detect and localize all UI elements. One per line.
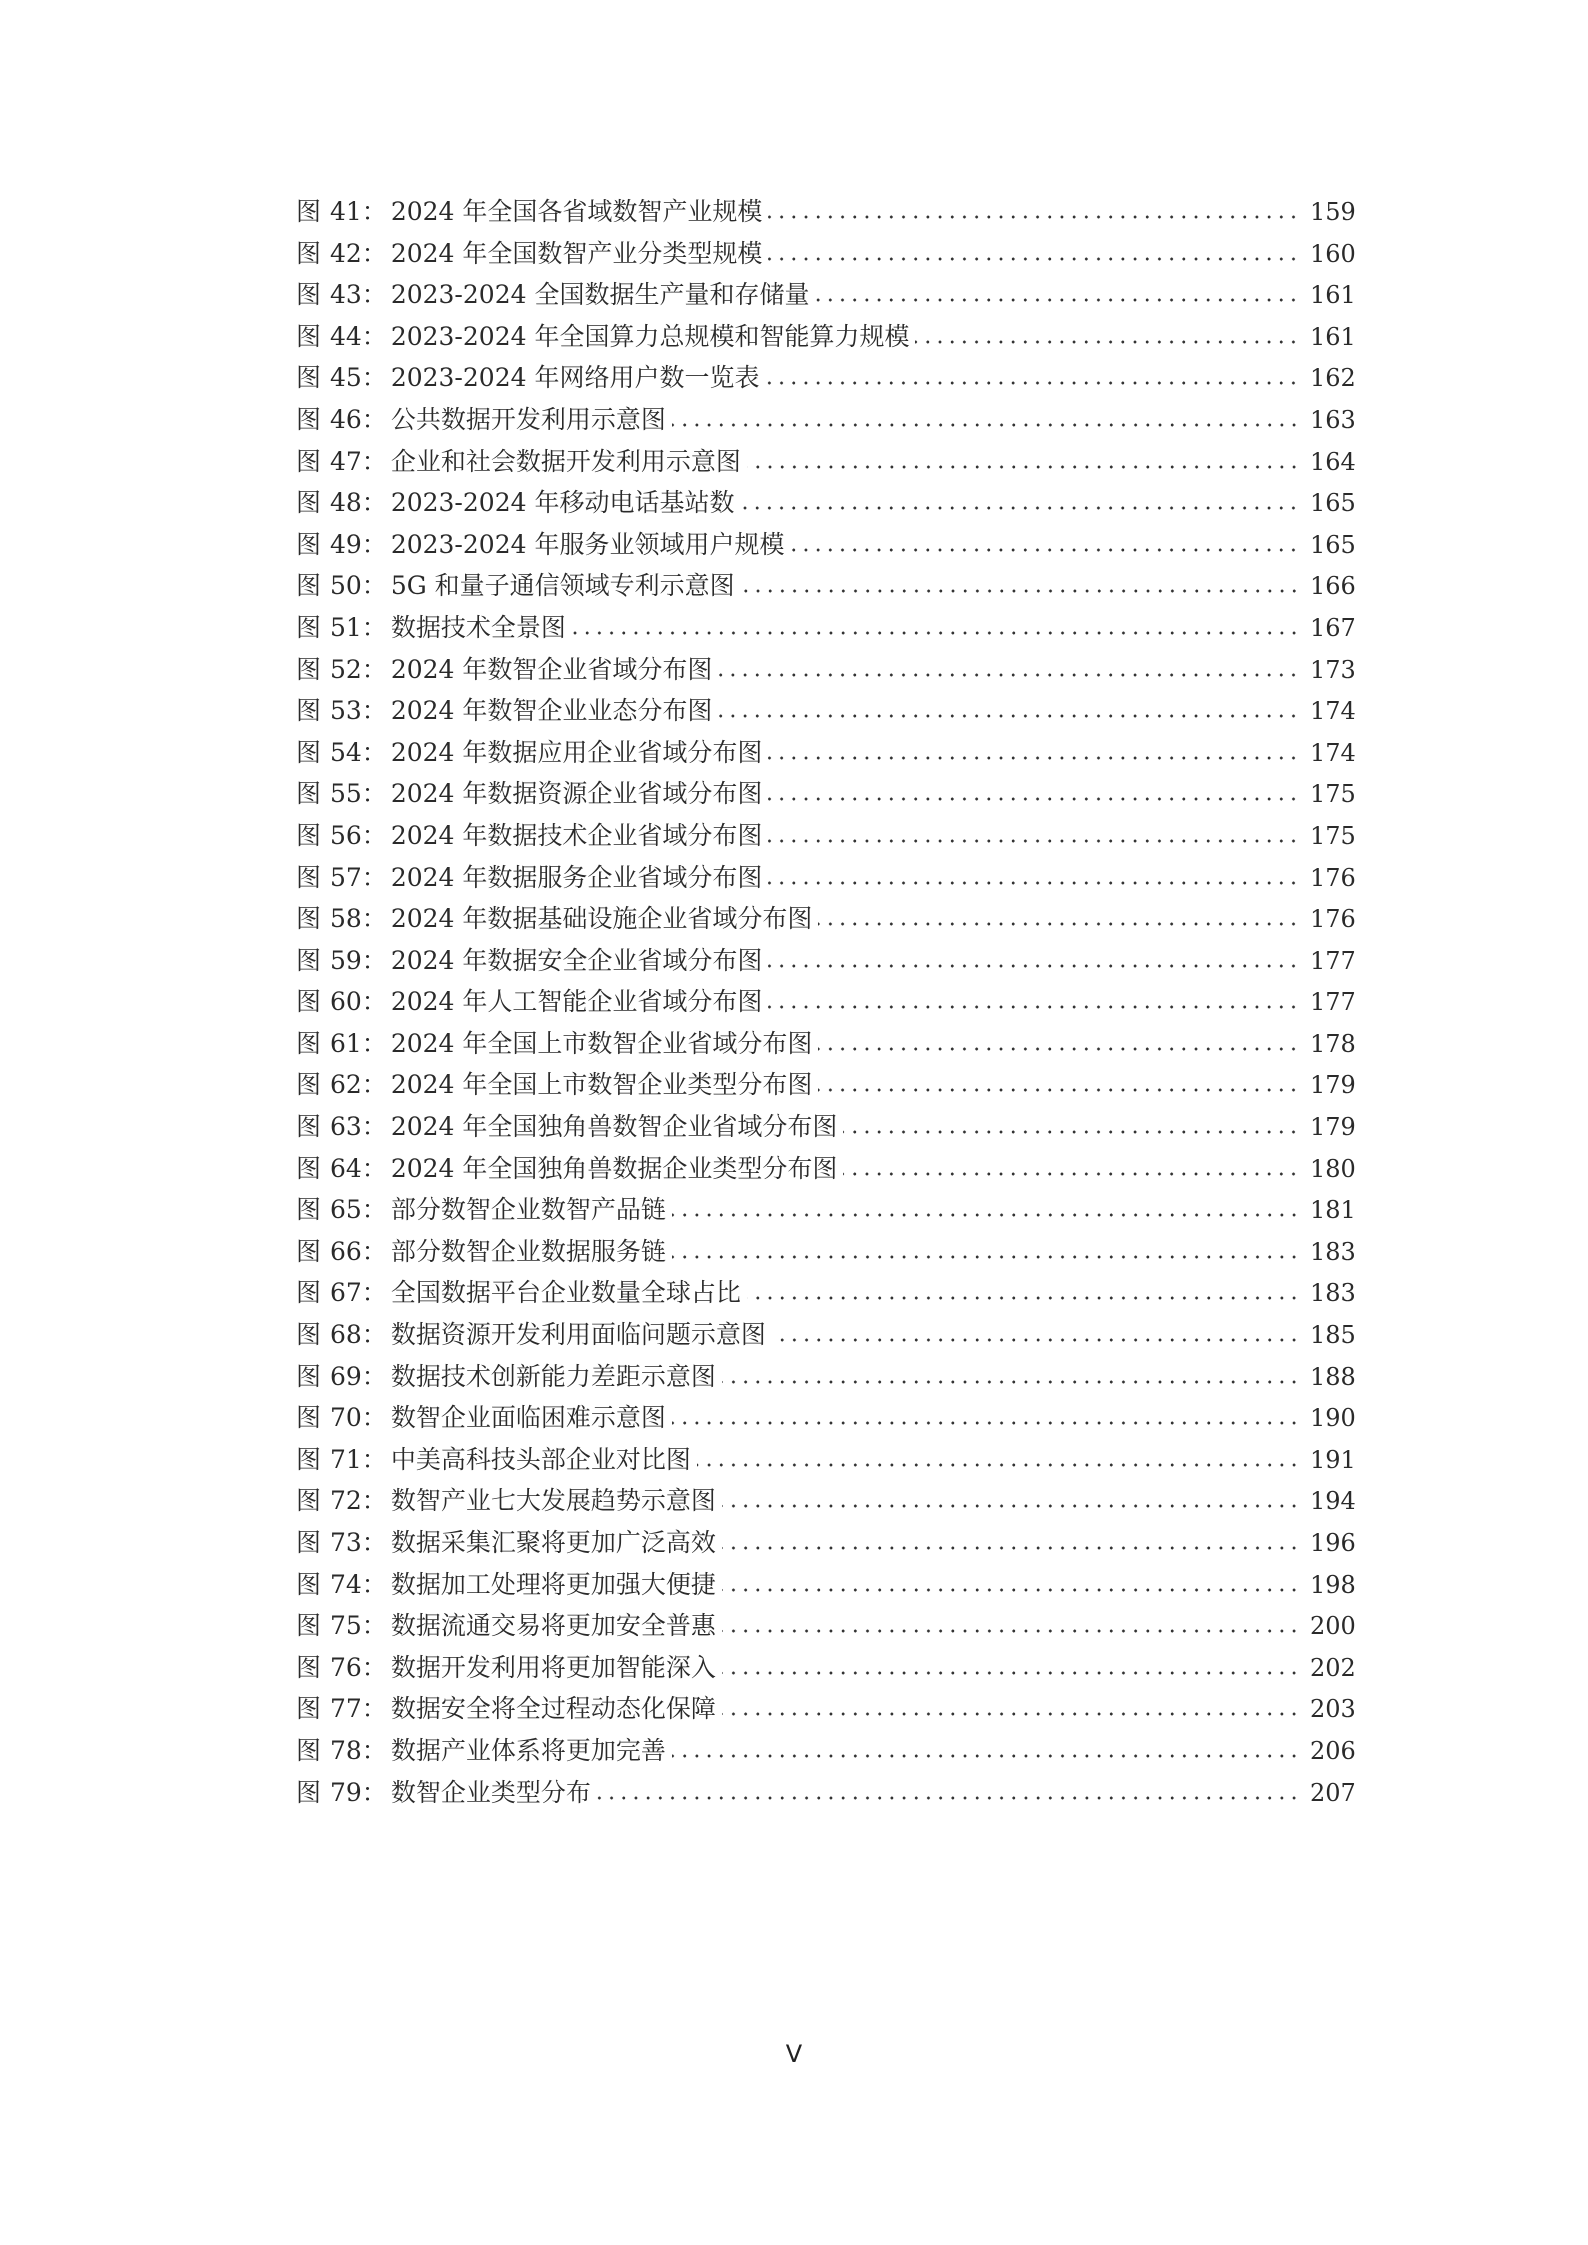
figure-label — [296, 1483, 387, 1519]
figure-title: 2024 年全国上市数智企业类型分布图 — [390, 1070, 813, 1100]
toc-entry[interactable] — [296, 610, 1354, 652]
dot-leader — [790, 546, 1300, 554]
figure-title: 企业和社会数据开发利用示意图 — [390, 446, 741, 476]
toc-entry[interactable] — [296, 1608, 1354, 1650]
figure-prefix: 图 — [296, 571, 322, 601]
page-reference: 181 — [1310, 1196, 1356, 1225]
figure-title: 2024 年数据资源企业省域分布图 — [390, 779, 763, 809]
dot-leader — [768, 962, 1300, 970]
figure-prefix: 图 — [296, 1528, 322, 1557]
figure-number: 64： — [330, 1153, 387, 1183]
figure-prefix: 图 — [296, 904, 322, 934]
figure-prefix: 图 — [296, 1112, 322, 1142]
figure-label — [296, 735, 387, 771]
dot-leader — [772, 1336, 1300, 1344]
dot-leader — [768, 1003, 1300, 1011]
toc-entry[interactable] — [296, 818, 1354, 860]
figure-label — [296, 444, 387, 480]
figure-title: 2023-2024 全国数据生产量和存储量 — [390, 280, 810, 310]
figure-number: 59： — [330, 945, 387, 975]
page-number: V — [785, 2040, 803, 2068]
dot-leader — [722, 1710, 1300, 1718]
toc-entry[interactable] — [296, 1359, 1354, 1401]
figure-number: 51： — [330, 612, 387, 642]
toc-entry[interactable] — [296, 568, 1354, 610]
dot-leader — [768, 754, 1300, 762]
page-reference: 162 — [1310, 364, 1356, 393]
page-reference: 174 — [1310, 738, 1356, 767]
figure-label — [296, 1026, 387, 1062]
dot-leader — [572, 629, 1300, 637]
toc-entry[interactable] — [296, 485, 1354, 527]
figure-number: 41： — [330, 197, 387, 226]
page-reference: 161 — [1310, 281, 1356, 310]
dot-leader — [597, 1794, 1300, 1802]
page-reference: 173 — [1310, 655, 1356, 684]
figure-label — [296, 1192, 387, 1228]
figure-prefix: 图 — [296, 363, 322, 393]
figure-label — [296, 194, 387, 230]
figure-title: 部分数智企业数据服务链 — [390, 1236, 666, 1266]
figure-title: 2024 年数据基础设施企业省域分布图 — [390, 904, 813, 934]
figure-number: 78： — [330, 1735, 387, 1765]
toc-entry[interactable] — [296, 1275, 1354, 1317]
figure-prefix: 图 — [296, 197, 322, 226]
figure-title: 2023-2024 年服务业领域用户规模 — [390, 529, 785, 559]
figure-label — [296, 693, 387, 729]
toc-entry[interactable] — [296, 1317, 1354, 1359]
dot-leader — [915, 338, 1300, 346]
page-reference: 188 — [1310, 1362, 1356, 1391]
dot-leader — [672, 1419, 1300, 1427]
toc-entry[interactable] — [296, 693, 1354, 735]
page-reference: 159 — [1310, 198, 1356, 226]
page-reference: 191 — [1310, 1445, 1356, 1474]
figure-prefix: 图 — [296, 1486, 322, 1516]
toc-entry[interactable] — [296, 1483, 1354, 1525]
figure-label — [296, 1359, 387, 1395]
figure-number: 60： — [330, 987, 387, 1017]
figure-number: 52： — [330, 654, 387, 684]
figure-title: 2024 年全国各省域数智产业规模 — [390, 197, 763, 226]
list-of-figures — [296, 194, 1354, 1816]
toc-entry[interactable] — [296, 1733, 1354, 1775]
figure-prefix: 图 — [296, 1735, 322, 1765]
dot-leader — [768, 879, 1300, 887]
figure-label — [296, 360, 387, 396]
page-reference: 161 — [1310, 322, 1356, 351]
figure-label — [296, 568, 387, 604]
dot-leader — [722, 1544, 1300, 1552]
figure-prefix: 图 — [296, 862, 322, 892]
figure-label — [296, 1151, 387, 1187]
toc-entry[interactable] — [296, 1567, 1354, 1609]
figure-prefix: 图 — [296, 820, 322, 850]
figure-label — [296, 1275, 387, 1311]
figure-label — [296, 1567, 387, 1603]
figure-number: 71： — [330, 1444, 387, 1474]
figure-number: 54： — [330, 737, 387, 767]
dot-leader — [768, 837, 1300, 845]
page-reference: 175 — [1310, 780, 1356, 809]
figure-prefix: 图 — [296, 1195, 322, 1225]
page-reference: 165 — [1310, 530, 1356, 559]
figure-title: 2024 年数智企业业态分布图 — [390, 696, 713, 726]
figure-number: 44： — [330, 321, 387, 351]
dot-leader — [818, 1045, 1300, 1053]
dot-leader — [672, 421, 1300, 429]
figure-title: 2024 年全国上市数智企业省域分布图 — [390, 1028, 813, 1058]
toc-entry[interactable] — [296, 1234, 1354, 1276]
toc-entry[interactable] — [296, 652, 1354, 694]
figure-prefix: 图 — [296, 612, 322, 642]
page-reference: 166 — [1310, 572, 1356, 601]
toc-entry[interactable] — [296, 943, 1354, 985]
figure-title: 2024 年数据技术企业省域分布图 — [390, 820, 763, 850]
figure-prefix: 图 — [296, 1694, 322, 1724]
toc-entry[interactable] — [296, 1400, 1354, 1442]
dot-leader — [768, 795, 1300, 803]
figure-title: 2024 年全国数智产业分类型规模 — [390, 238, 763, 268]
dot-leader — [722, 1378, 1300, 1386]
figure-prefix: 图 — [296, 1278, 322, 1308]
page-reference: 183 — [1310, 1237, 1356, 1266]
figure-label — [296, 610, 387, 646]
toc-entry[interactable] — [296, 319, 1354, 361]
page-reference: 180 — [1310, 1154, 1356, 1183]
figure-title: 数据加工处理将更加强大便捷 — [390, 1569, 716, 1599]
figure-title: 全国数据平台企业数量全球占比 — [390, 1278, 741, 1308]
figure-title: 2023-2024 年全国算力总规模和智能算力规模 — [390, 321, 910, 351]
page-reference: 174 — [1310, 697, 1356, 726]
figure-prefix: 图 — [296, 404, 322, 434]
figure-number: 61： — [330, 1028, 387, 1058]
page-reference: 207 — [1310, 1778, 1356, 1807]
dot-leader — [740, 504, 1300, 512]
page-reference: 179 — [1310, 1113, 1356, 1142]
figure-prefix: 图 — [296, 488, 322, 518]
figure-number: 79： — [330, 1777, 387, 1807]
figure-prefix: 图 — [296, 238, 322, 268]
toc-entry[interactable] — [296, 1026, 1354, 1068]
figure-number: 73： — [330, 1528, 387, 1557]
toc-entry[interactable] — [296, 735, 1354, 777]
page-reference: 194 — [1310, 1487, 1356, 1516]
page-reference: 202 — [1310, 1653, 1356, 1682]
figure-label — [296, 984, 387, 1020]
figure-prefix: 图 — [296, 1652, 322, 1682]
dot-leader — [722, 1627, 1300, 1635]
figure-number: 63： — [330, 1112, 387, 1142]
dot-leader — [722, 1502, 1300, 1510]
figure-label — [296, 1317, 387, 1353]
figure-prefix: 图 — [296, 529, 322, 559]
figure-label — [296, 402, 387, 438]
figure-label — [296, 236, 387, 272]
page-reference: 176 — [1310, 863, 1356, 892]
toc-entry[interactable] — [296, 1691, 1354, 1733]
figure-number: 49： — [330, 529, 387, 559]
toc-entry[interactable] — [296, 402, 1354, 444]
toc-entry[interactable] — [296, 776, 1354, 818]
toc-entry[interactable] — [296, 984, 1354, 1026]
figure-prefix: 图 — [296, 1403, 322, 1433]
figure-number: 66： — [330, 1236, 387, 1266]
dot-leader — [818, 920, 1300, 928]
figure-title: 数据开发利用将更加智能深入 — [390, 1652, 716, 1682]
page-reference: 178 — [1310, 1029, 1356, 1058]
dot-leader — [818, 1086, 1300, 1094]
page-reference: 160 — [1310, 239, 1356, 268]
figure-title: 数据采集汇聚将更加广泛高效 — [390, 1528, 716, 1557]
page-reference: 175 — [1310, 821, 1356, 850]
figure-title: 5G 和量子通信领域专利示意图 — [390, 571, 735, 601]
figure-prefix: 图 — [296, 280, 322, 310]
page-reference: 196 — [1310, 1529, 1356, 1557]
figure-title: 数智企业类型分布 — [390, 1777, 591, 1807]
figure-prefix: 图 — [296, 737, 322, 767]
figure-prefix: 图 — [296, 1361, 322, 1391]
dot-leader — [765, 379, 1300, 387]
page-reference: 190 — [1310, 1404, 1356, 1433]
figure-title: 2024 年人工智能企业省域分布图 — [390, 987, 763, 1017]
figure-number: 76： — [330, 1652, 387, 1682]
dot-leader — [672, 1211, 1300, 1219]
page-reference: 177 — [1310, 946, 1356, 975]
figure-number: 62： — [330, 1070, 387, 1100]
figure-number: 53： — [330, 696, 387, 726]
figure-number: 46： — [330, 404, 387, 434]
figure-label — [296, 1733, 387, 1769]
figure-label — [296, 1234, 387, 1270]
page-reference: 198 — [1310, 1570, 1356, 1599]
figure-title: 2024 年数据安全企业省域分布图 — [390, 945, 763, 975]
figure-title: 数智产业七大发展趋势示意图 — [390, 1486, 716, 1516]
toc-entry[interactable] — [296, 1442, 1354, 1484]
figure-number: 58： — [330, 904, 387, 934]
dot-leader — [718, 671, 1300, 679]
figure-label — [296, 818, 387, 854]
figure-prefix: 图 — [296, 945, 322, 975]
figure-number: 67： — [330, 1278, 387, 1308]
figure-prefix: 图 — [296, 1444, 322, 1474]
figure-prefix: 图 — [296, 1070, 322, 1100]
dot-leader — [768, 213, 1300, 221]
figure-title: 数据流通交易将更加安全普惠 — [390, 1611, 716, 1641]
toc-entry[interactable] — [296, 1067, 1354, 1109]
dot-leader — [843, 1128, 1300, 1136]
dot-leader — [741, 587, 1300, 595]
dot-leader — [747, 1294, 1300, 1302]
figure-label — [296, 1109, 387, 1145]
dot-leader — [722, 1669, 1300, 1677]
figure-prefix: 图 — [296, 696, 322, 726]
dot-leader — [718, 712, 1300, 720]
dot-leader — [815, 296, 1300, 304]
figure-title: 2024 年数据应用企业省域分布图 — [390, 737, 763, 767]
figure-number: 43： — [330, 280, 387, 310]
toc-entry[interactable] — [296, 1525, 1354, 1567]
figure-title: 2023-2024 年移动电话基站数 — [390, 488, 735, 518]
figure-title: 2024 年数据服务企业省域分布图 — [390, 862, 763, 892]
page-reference: 165 — [1310, 489, 1356, 518]
figure-title: 公共数据开发利用示意图 — [390, 404, 666, 434]
figure-title: 部分数智企业数智产品链 — [390, 1195, 666, 1225]
toc-entry[interactable] — [296, 444, 1354, 486]
figure-label — [296, 1691, 387, 1727]
figure-number: 70： — [330, 1403, 387, 1433]
toc-entry[interactable] — [296, 194, 1354, 236]
dot-leader — [672, 1253, 1300, 1261]
toc-entry[interactable] — [296, 1151, 1354, 1193]
figure-prefix: 图 — [296, 321, 322, 351]
page-reference: 179 — [1310, 1071, 1356, 1100]
figure-label — [296, 1650, 387, 1686]
figure-prefix: 图 — [296, 1028, 322, 1058]
figure-label — [296, 1525, 387, 1561]
figure-prefix: 图 — [296, 1611, 322, 1641]
figure-number: 56： — [330, 820, 387, 850]
figure-number: 45： — [330, 363, 387, 393]
figure-number: 72： — [330, 1486, 387, 1516]
figure-number: 77： — [330, 1694, 387, 1724]
figure-title: 2024 年全国独角兽数智企业省域分布图 — [390, 1112, 838, 1142]
figure-number: 47： — [330, 446, 387, 476]
figure-prefix: 图 — [296, 654, 322, 684]
toc-entry[interactable] — [296, 1650, 1354, 1692]
figure-label — [296, 652, 387, 688]
page-reference: 183 — [1310, 1279, 1356, 1308]
dot-leader — [843, 1170, 1300, 1178]
figure-number: 68： — [330, 1320, 387, 1350]
toc-entry[interactable] — [296, 1192, 1354, 1234]
figure-prefix: 图 — [296, 987, 322, 1017]
figure-title: 数据安全将全过程动态化保障 — [390, 1694, 716, 1724]
figure-title: 2023-2024 年网络用户数一览表 — [390, 363, 760, 393]
figure-title: 中美高科技头部企业对比图 — [390, 1444, 691, 1474]
page-reference: 164 — [1310, 447, 1356, 476]
page-reference: 200 — [1310, 1612, 1356, 1641]
toc-entry[interactable] — [296, 236, 1354, 278]
figure-prefix: 图 — [296, 779, 322, 809]
dot-leader — [672, 1752, 1300, 1760]
figure-label — [296, 319, 387, 355]
toc-entry[interactable] — [296, 901, 1354, 943]
figure-label — [296, 776, 387, 812]
page-reference: 176 — [1310, 905, 1356, 934]
figure-number: 69： — [330, 1361, 387, 1391]
page-reference: 203 — [1310, 1695, 1356, 1724]
figure-title: 2024 年全国独角兽数据企业类型分布图 — [390, 1153, 838, 1183]
figure-label — [296, 901, 387, 937]
page-reference: 163 — [1310, 405, 1356, 434]
toc-entry[interactable] — [296, 1109, 1354, 1151]
figure-title: 2024 年数智企业省域分布图 — [390, 654, 713, 684]
figure-label — [296, 1067, 387, 1103]
figure-number: 42： — [330, 238, 387, 268]
page-reference: 206 — [1310, 1736, 1356, 1765]
figure-prefix: 图 — [296, 1236, 322, 1266]
figure-number: 48： — [330, 488, 387, 518]
figure-title: 数据产业体系将更加完善 — [390, 1735, 666, 1765]
dot-leader — [722, 1586, 1300, 1594]
dot-leader — [697, 1461, 1300, 1469]
figure-number: 57： — [330, 862, 387, 892]
page-reference: 177 — [1310, 988, 1356, 1017]
page-reference: 167 — [1310, 613, 1356, 642]
figure-label — [296, 1775, 387, 1811]
figure-title: 数据技术全景图 — [390, 612, 566, 642]
figure-title: 数据技术创新能力差距示意图 — [390, 1361, 716, 1391]
figure-prefix: 图 — [296, 1569, 322, 1599]
figure-label — [296, 485, 387, 521]
figure-label — [296, 1400, 387, 1436]
figure-prefix: 图 — [296, 1153, 322, 1183]
figure-label — [296, 1442, 387, 1478]
figure-title: 数智企业面临困难示意图 — [390, 1403, 666, 1433]
figure-prefix: 图 — [296, 1777, 322, 1807]
figure-number: 74： — [330, 1569, 387, 1599]
figure-prefix: 图 — [296, 1320, 322, 1350]
figure-label — [296, 860, 387, 896]
toc-entry[interactable] — [296, 360, 1354, 402]
figure-title: 数据资源开发利用面临问题示意图 — [390, 1320, 766, 1350]
toc-entry[interactable] — [296, 527, 1354, 569]
figure-prefix: 图 — [296, 446, 322, 476]
dot-leader — [768, 255, 1300, 263]
toc-entry[interactable] — [296, 860, 1354, 902]
figure-number: 50： — [330, 571, 387, 601]
toc-entry[interactable] — [296, 1775, 1354, 1817]
page-reference: 185 — [1310, 1321, 1356, 1350]
toc-entry[interactable] — [296, 277, 1354, 319]
figure-label — [296, 943, 387, 979]
figure-label — [296, 527, 387, 563]
figure-number: 65： — [330, 1195, 387, 1225]
figure-number: 75： — [330, 1611, 387, 1641]
figure-number: 55： — [330, 779, 387, 809]
dot-leader — [747, 463, 1300, 471]
figure-label — [296, 277, 387, 313]
figure-label — [296, 1608, 387, 1644]
